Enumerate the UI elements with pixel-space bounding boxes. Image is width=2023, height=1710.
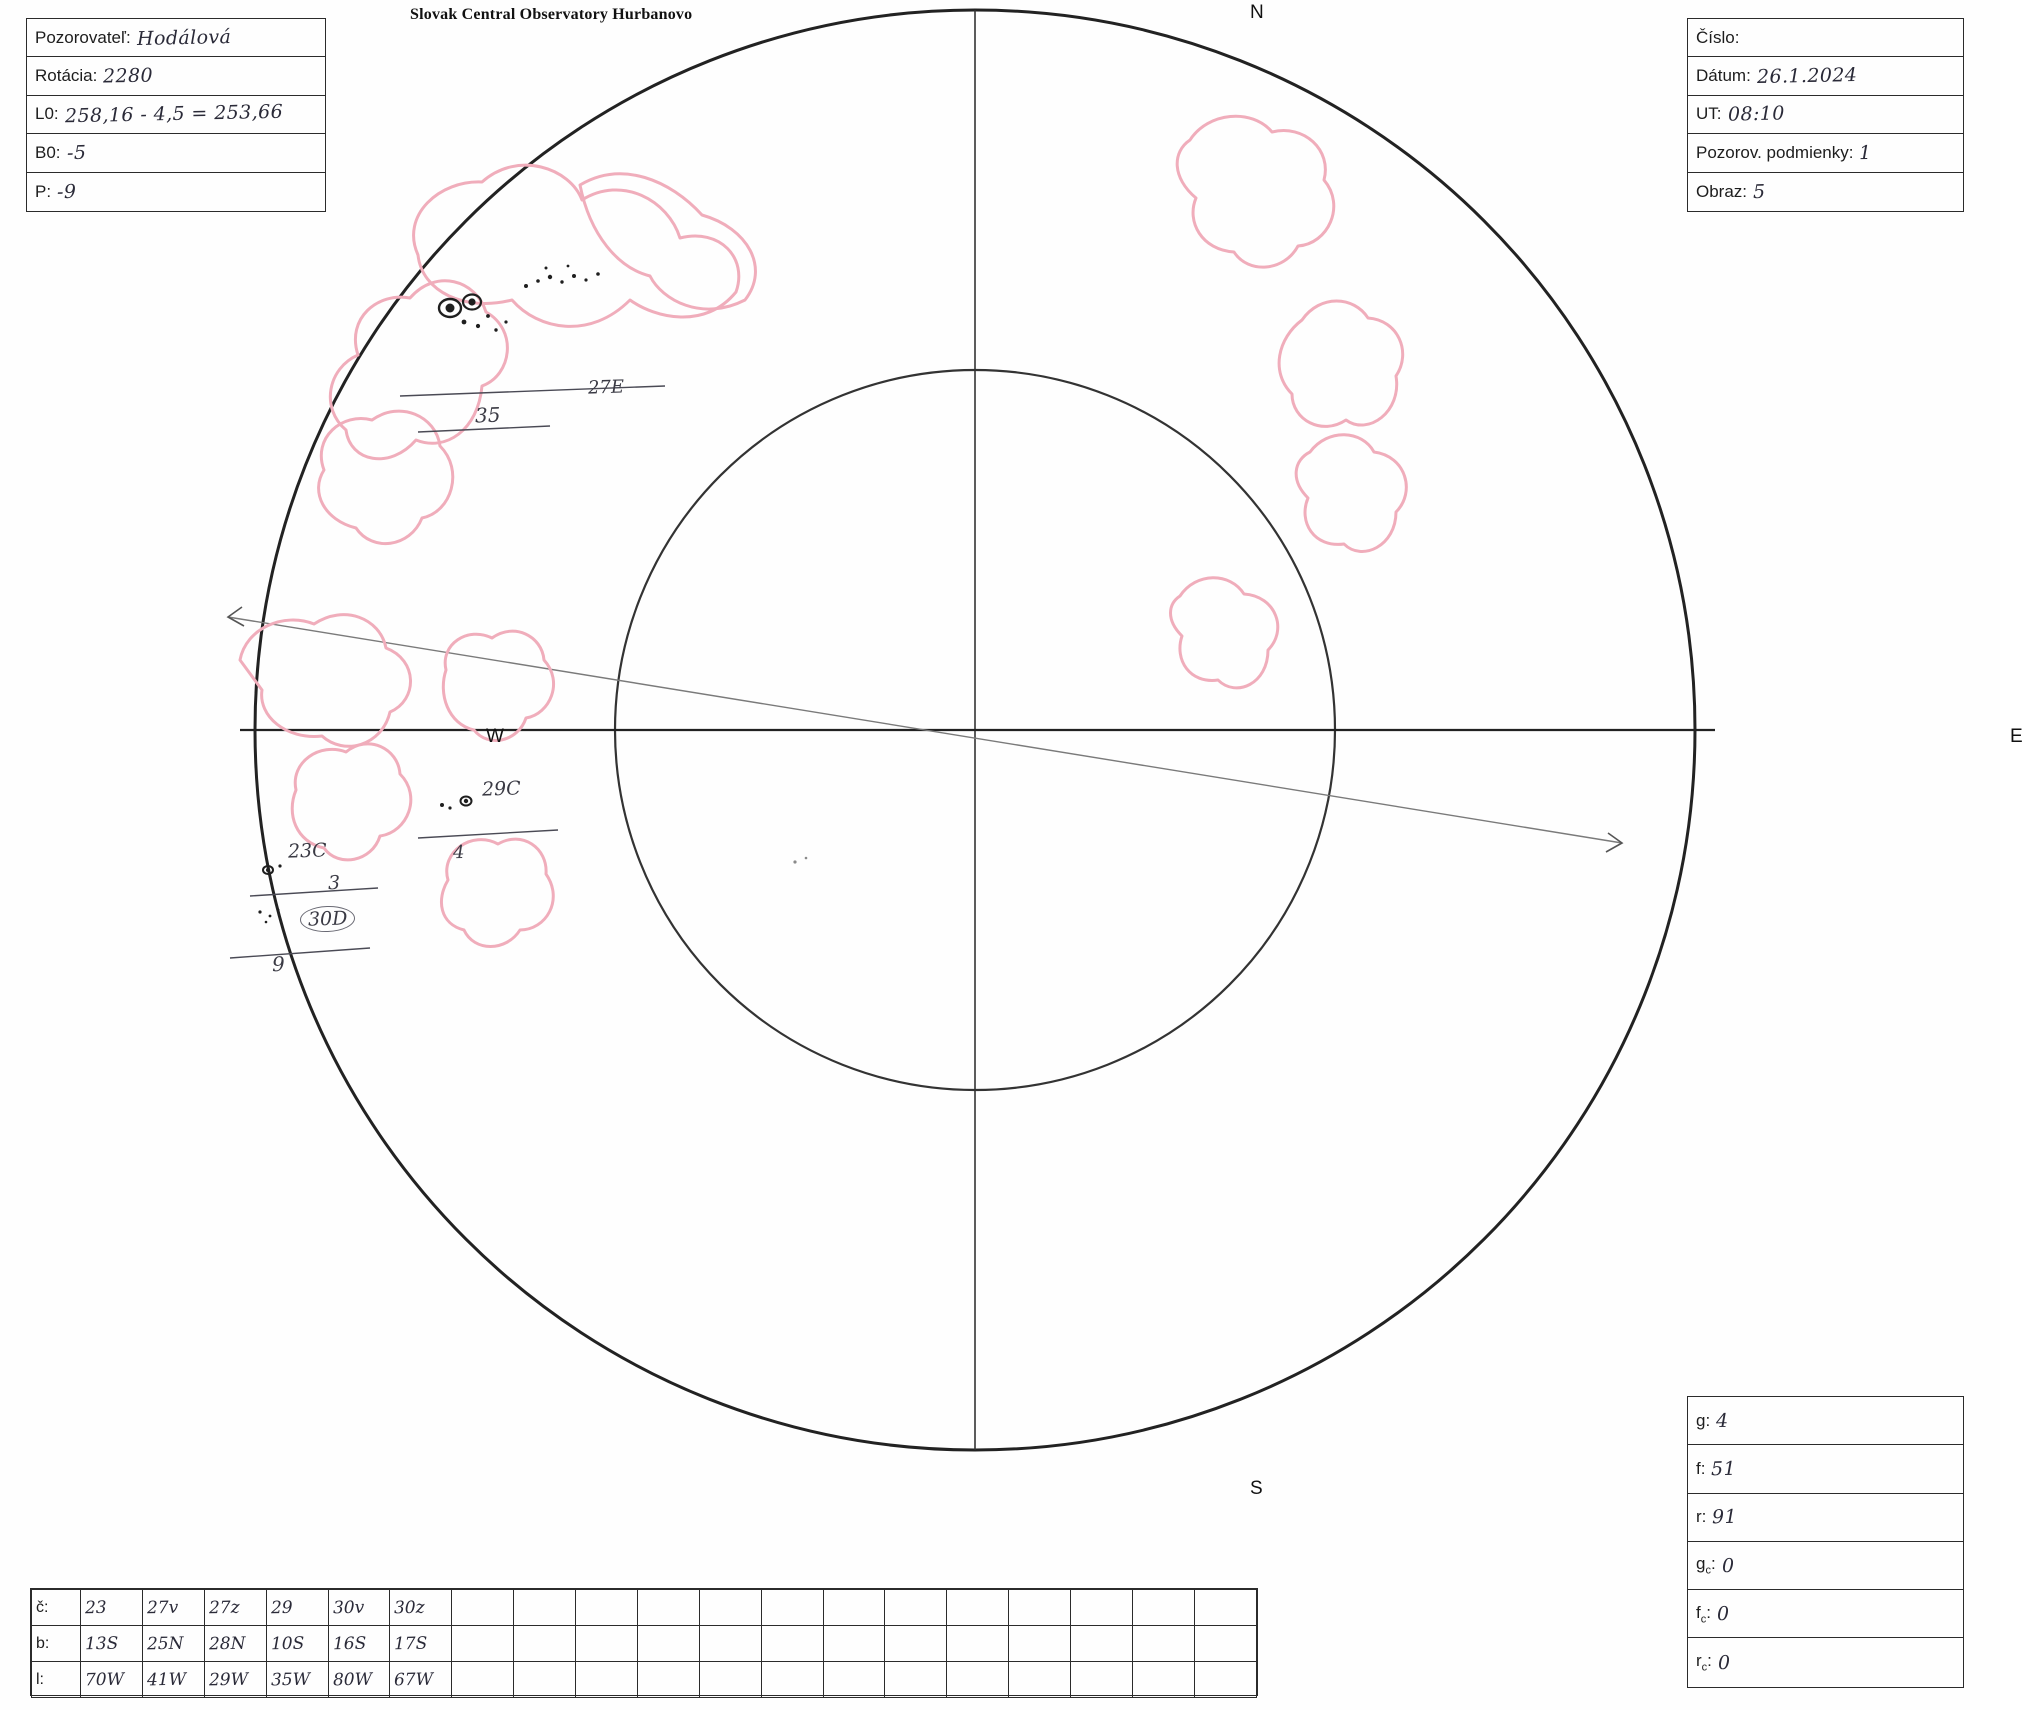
table-cell[interactable]: [1132, 1590, 1194, 1626]
table-cell[interactable]: 23: [81, 1590, 143, 1626]
field-label: Obraz:: [1696, 181, 1748, 201]
table-cell[interactable]: [452, 1590, 514, 1626]
table-cell[interactable]: [947, 1626, 1009, 1662]
table-cell[interactable]: [1009, 1590, 1071, 1626]
table-cell[interactable]: [947, 1590, 1009, 1626]
table-cell[interactable]: [1132, 1662, 1194, 1698]
sunspot-counts-box: [1687, 1396, 1964, 1688]
cardinal-east: E: [2010, 726, 2023, 747]
field-value: 0: [1717, 1651, 1731, 1674]
field-obraz[interactable]: [1688, 173, 1963, 211]
table-cell[interactable]: [885, 1626, 947, 1662]
cardinal-south: S: [1250, 1478, 1263, 1499]
field-value: Hodálová: [136, 25, 232, 50]
field-rc[interactable]: [1688, 1638, 1963, 1686]
row-label: č:: [32, 1590, 81, 1626]
sunspot-groups: [258, 265, 807, 924]
field-label: $r_c$:: [1696, 1651, 1712, 1674]
table-cell[interactable]: 70W: [81, 1662, 143, 1698]
table-cell[interactable]: [514, 1662, 576, 1698]
table-cell[interactable]: [637, 1626, 699, 1662]
group-annotation-27e: 27E: [587, 376, 625, 399]
field-label: P:: [35, 181, 52, 201]
field-label: Dátum:: [1696, 66, 1751, 86]
field-value: -5: [66, 141, 87, 165]
table-cell[interactable]: [1009, 1626, 1071, 1662]
group-annotation-29c: 29C: [481, 777, 522, 801]
field-label: $f_c$:: [1696, 1602, 1711, 1626]
group-annotation-3: 3: [327, 871, 341, 895]
field-ut[interactable]: [1688, 96, 1963, 134]
group-annotation-30d: 30D: [300, 905, 356, 933]
table-cell[interactable]: 27v: [142, 1590, 204, 1626]
table-cell[interactable]: 35W: [266, 1662, 328, 1698]
page-title: Slovak Central Observatory Hurbanovo: [410, 6, 693, 23]
field-value: 2280: [103, 64, 154, 88]
table-cell[interactable]: [761, 1626, 823, 1662]
table-cell[interactable]: [1194, 1626, 1256, 1662]
table-cell[interactable]: 80W: [328, 1662, 390, 1698]
field-label: f:: [1696, 1458, 1706, 1478]
field-f[interactable]: [1688, 1445, 1963, 1493]
cardinal-north: N: [1250, 2, 1264, 23]
table-cell[interactable]: 10S: [266, 1626, 328, 1662]
table-cell[interactable]: [699, 1662, 761, 1698]
table-cell[interactable]: 30v: [328, 1590, 390, 1626]
field-value: 08:10: [1727, 102, 1785, 127]
table-cell[interactable]: [947, 1662, 1009, 1698]
table-cell[interactable]: [514, 1626, 576, 1662]
table-cell[interactable]: [885, 1662, 947, 1698]
table-cell[interactable]: [1071, 1626, 1133, 1662]
table-cell[interactable]: [823, 1626, 885, 1662]
field-value: 0: [1716, 1602, 1730, 1625]
field-label: r:: [1696, 1507, 1707, 1527]
table-cell[interactable]: [637, 1662, 699, 1698]
field-fc[interactable]: [1688, 1590, 1963, 1638]
field-value: 51: [1711, 1457, 1737, 1481]
table-cell[interactable]: [1071, 1662, 1133, 1698]
field-r[interactable]: [1688, 1494, 1963, 1542]
table-cell[interactable]: 27z: [204, 1590, 266, 1626]
row-label: l:: [32, 1662, 81, 1698]
table-cell[interactable]: [699, 1626, 761, 1662]
field-label: g:: [1696, 1410, 1711, 1430]
sunspot-group-table: [30, 1588, 1258, 1696]
field-gc[interactable]: [1688, 1542, 1963, 1590]
table-cell[interactable]: 29W: [204, 1662, 266, 1698]
table-cell[interactable]: 67W: [390, 1662, 452, 1698]
group-annotation-9: 9: [271, 951, 286, 977]
table-cell[interactable]: 16S: [328, 1626, 390, 1662]
table-row: [32, 1626, 1257, 1662]
cardinal-west: W: [486, 726, 504, 747]
table-cell[interactable]: [576, 1590, 638, 1626]
table-cell[interactable]: [1194, 1590, 1256, 1626]
field-value: 4: [1715, 1409, 1729, 1432]
field-podmienky[interactable]: [1688, 134, 1963, 172]
table-cell[interactable]: [637, 1590, 699, 1626]
field-value: 1: [1859, 141, 1873, 164]
table-cell[interactable]: [1132, 1626, 1194, 1662]
table-cell[interactable]: [452, 1662, 514, 1698]
guide-arrow-west: [228, 607, 244, 626]
group-annotation-23c: 23C: [287, 839, 328, 863]
table-row: [32, 1590, 1257, 1626]
table-cell[interactable]: 17S: [390, 1626, 452, 1662]
table-cell[interactable]: [514, 1590, 576, 1626]
table-cell[interactable]: 29: [266, 1590, 328, 1626]
field-value: 258,16 - 4,5 = 253,66: [64, 101, 283, 128]
field-value: 91: [1712, 1505, 1738, 1529]
field-value: 0: [1721, 1554, 1735, 1577]
field-g[interactable]: [1688, 1397, 1963, 1445]
table-cell[interactable]: 41W: [142, 1662, 204, 1698]
table-cell[interactable]: [699, 1590, 761, 1626]
group-annotation-4: 4: [452, 841, 465, 864]
field-label: Pozorovateľ:: [35, 27, 131, 47]
field-value: 5: [1752, 180, 1766, 203]
field-label: $g_c$:: [1696, 1554, 1716, 1577]
field-datum[interactable]: [1688, 57, 1963, 95]
field-label: Číslo:: [1696, 27, 1740, 47]
field-value: -9: [56, 180, 77, 203]
table-cell[interactable]: [761, 1662, 823, 1698]
table-cell[interactable]: 28N: [204, 1626, 266, 1662]
table-cell[interactable]: [885, 1590, 947, 1626]
table-cell[interactable]: [1009, 1662, 1071, 1698]
field-label: Pozorov. podmienky:: [1696, 142, 1854, 162]
table-cell[interactable]: [823, 1590, 885, 1626]
field-cislo[interactable]: [1688, 19, 1963, 57]
group-annotation-35: 35: [474, 402, 501, 428]
table-cell[interactable]: [576, 1662, 638, 1698]
disk-svg: [250, 0, 1700, 1500]
row-label: b:: [32, 1626, 81, 1662]
table-cell[interactable]: 13S: [81, 1626, 143, 1662]
field-label: L0:: [35, 104, 59, 124]
field-label: B0:: [35, 142, 61, 162]
plage-outlines: [240, 116, 1406, 946]
field-label: UT:: [1696, 104, 1722, 124]
field-value: 26.1.2024: [1756, 64, 1858, 89]
table-cell[interactable]: 30z: [390, 1590, 452, 1626]
table-cell[interactable]: [452, 1626, 514, 1662]
table-cell[interactable]: [1194, 1662, 1256, 1698]
table-cell[interactable]: 25N: [142, 1626, 204, 1662]
table-cell[interactable]: [823, 1662, 885, 1698]
table-cell[interactable]: [576, 1626, 638, 1662]
table-row: [32, 1662, 1257, 1698]
field-label: Rotácia:: [35, 66, 98, 86]
table-cell[interactable]: [761, 1590, 823, 1626]
observation-meta-box: [1687, 18, 1964, 212]
table-cell[interactable]: [1071, 1590, 1133, 1626]
